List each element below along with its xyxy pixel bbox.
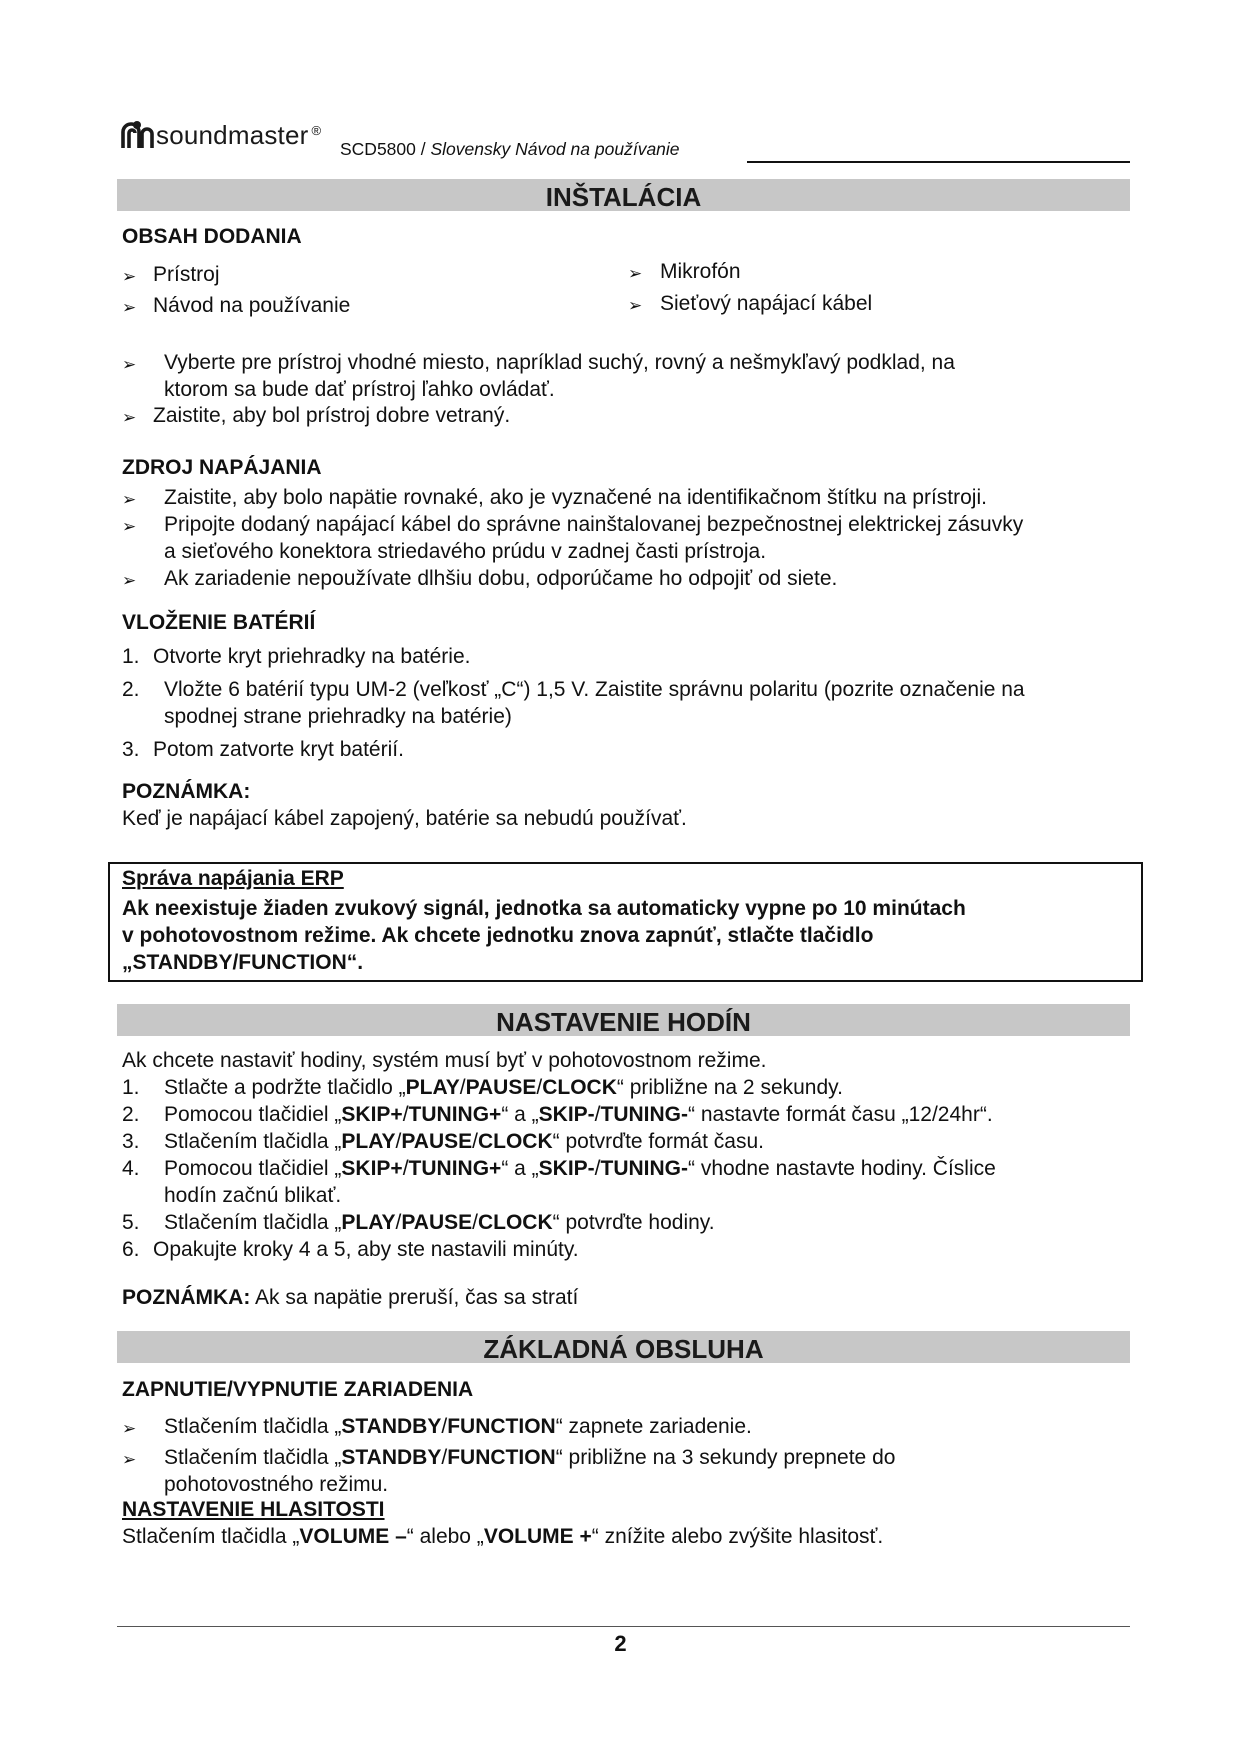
note bbox=[122, 1285, 578, 1311]
text-run: “ a „ bbox=[501, 1103, 539, 1126]
arrow-bullet-icon: ➢ bbox=[122, 571, 137, 590]
key-name: TUNING+ bbox=[408, 1103, 502, 1126]
text-run: Stlačením tlačidla „ bbox=[164, 1211, 342, 1234]
list-item: Zaistite, aby bol prístroj dobre vetraný. bbox=[153, 404, 511, 427]
list-item: Zaistite, aby bolo napätie rovnaké, ako je vyznačené na identifikačnom štítku na prístroji. bbox=[164, 486, 987, 509]
section-title: ZÁKLADNÁ OBSLUHA bbox=[483, 1334, 764, 1364]
key-name: VOLUME + bbox=[483, 1525, 592, 1548]
step-text bbox=[164, 1156, 996, 1182]
text-run: Stlačením tlačidla „ bbox=[164, 1130, 342, 1153]
text-run: Pomocou tlačidiel „ bbox=[164, 1157, 342, 1180]
arrow-bullet-icon: ➢ bbox=[122, 517, 137, 536]
arrow-bullet-icon: ➢ bbox=[122, 355, 137, 374]
text-run: “ a „ bbox=[501, 1157, 539, 1180]
arrow-bullet-icon: ➢ bbox=[122, 267, 137, 286]
note-label: POZNÁMKA: bbox=[122, 1286, 251, 1309]
step-number: 2. bbox=[122, 678, 140, 701]
list-item: Návod na používanie bbox=[153, 294, 351, 317]
text-run: “ alebo „ bbox=[406, 1525, 484, 1548]
key-name: TUNING+ bbox=[408, 1157, 502, 1180]
key-name: STANDBY bbox=[341, 1415, 442, 1438]
arrow-bullet-icon: ➢ bbox=[122, 490, 137, 509]
key-name: PLAY bbox=[405, 1076, 460, 1099]
step-text bbox=[164, 1075, 843, 1101]
step-number: 1. bbox=[122, 1076, 140, 1099]
section-band-hodiny bbox=[117, 1004, 1130, 1036]
key-name: PAUSE bbox=[401, 1130, 473, 1153]
footer-rule bbox=[117, 1626, 1130, 1627]
note-label: POZNÁMKA: bbox=[122, 780, 251, 803]
baterie-heading: VLOŽENIE BATÉRIÍ bbox=[122, 611, 316, 634]
section-band-instalacia bbox=[117, 179, 1130, 211]
list-item: Vyberte pre prístroj vhodné miesto, napríklad suchý, rovný a nešmykľavý podklad, na bbox=[164, 351, 955, 374]
step-text-continued: spodnej strane priehradky na batérie) bbox=[164, 705, 512, 728]
step-text bbox=[164, 1129, 764, 1155]
step-number: 3. bbox=[122, 738, 140, 761]
hlasitost-heading: NASTAVENIE HLASITOSTI bbox=[122, 1498, 385, 1521]
text-run: “ vhodne nastavte hodiny. Číslice bbox=[688, 1157, 996, 1180]
brand-name: soundmaster bbox=[156, 120, 309, 150]
step-number: 6. bbox=[122, 1238, 140, 1261]
key-name: PLAY bbox=[341, 1211, 396, 1234]
list-item: Mikrofón bbox=[660, 260, 741, 283]
document-subtitle: Slovensky Návod na používanie bbox=[430, 139, 680, 159]
text-run: Stlačte a podržte tlačidlo „ bbox=[164, 1076, 406, 1099]
section-title: INŠTALÁCIA bbox=[545, 182, 702, 212]
list-item: Sieťový napájací kábel bbox=[660, 292, 873, 315]
text-run: “ potvrďte hodiny. bbox=[552, 1211, 715, 1234]
arrow-bullet-icon: ➢ bbox=[628, 264, 643, 283]
key-name: SKIP- bbox=[538, 1103, 595, 1126]
intro-text: Ak chcete nastaviť hodiny, systém musí byť v pohotovostnom režime. bbox=[122, 1049, 767, 1072]
key-name: SKIP+ bbox=[341, 1157, 403, 1180]
obsah-heading: OBSAH DODANIA bbox=[122, 225, 302, 248]
arrow-bullet-icon: ➢ bbox=[122, 1419, 137, 1438]
page-number: 2 bbox=[614, 1631, 627, 1656]
arrow-bullet-icon: ➢ bbox=[122, 1450, 137, 1469]
brand-logo bbox=[120, 120, 321, 150]
step-text bbox=[164, 1102, 993, 1128]
text-run: Stlačením tlačidla „ bbox=[164, 1446, 342, 1469]
list-item-continued: ktorom sa bude dať prístroj ľahko ovládať. bbox=[164, 378, 555, 401]
step-number: 2. bbox=[122, 1103, 140, 1126]
erp-text: Ak neexistuje žiaden zvukový signál, jednotka sa automaticky vypne po 10 minútach bbox=[122, 897, 966, 920]
arrow-bullet-icon: ➢ bbox=[122, 408, 137, 427]
section-title: NASTAVENIE HODÍN bbox=[496, 1007, 751, 1037]
step-number: 5. bbox=[122, 1211, 140, 1234]
text-run: / bbox=[395, 1130, 402, 1153]
header-rule bbox=[747, 161, 1130, 163]
step-number: 4. bbox=[122, 1157, 140, 1180]
step-number: 1. bbox=[122, 645, 140, 668]
key-name: CLOCK bbox=[542, 1076, 617, 1099]
note-text: Keď je napájací kábel zapojený, batérie sa nebudú používať. bbox=[122, 807, 687, 830]
erp-text: v pohotovostnom režime. Ak chcete jednotku znova zapnúť, stlačte tlačidlo bbox=[122, 924, 874, 947]
text-run: / bbox=[395, 1211, 402, 1234]
list-item-continued: a sieťového konektora striedavého prúdu v zadnej časti prístroja. bbox=[164, 540, 767, 563]
title-separator: / bbox=[415, 139, 431, 159]
key-name: PLAY bbox=[341, 1130, 396, 1153]
text-run: / bbox=[402, 1157, 409, 1180]
zapnutie-heading: ZAPNUTIE/VYPNUTIE ZARIADENIA bbox=[122, 1378, 474, 1401]
text-run: / bbox=[594, 1157, 601, 1180]
arrow-bullet-icon: ➢ bbox=[628, 296, 643, 315]
key-name: VOLUME – bbox=[299, 1525, 407, 1548]
erp-text: „STANDBY/FUNCTION“. bbox=[122, 951, 364, 974]
model-number: SCD5800 bbox=[340, 139, 416, 159]
erp-title: Správa napájania ERP bbox=[122, 867, 344, 890]
hlasitost-text bbox=[122, 1524, 883, 1550]
list-item: Prístroj bbox=[153, 263, 220, 286]
list-item bbox=[164, 1445, 895, 1471]
arrow-bullet-icon: ➢ bbox=[122, 298, 137, 317]
list-item bbox=[164, 1414, 752, 1440]
step-text: Opakujte kroky 4 a 5, aby ste nastavili minúty. bbox=[153, 1238, 579, 1261]
key-name: CLOCK bbox=[477, 1130, 553, 1153]
text-run: / bbox=[441, 1446, 448, 1469]
text-run: “ zapnete zariadenie. bbox=[555, 1415, 752, 1438]
step-text-continued: hodín začnú blikať. bbox=[164, 1184, 342, 1207]
soundmaster-logo-icon bbox=[120, 120, 154, 150]
list-item: Ak zariadenie nepoužívate dlhšiu dobu, odporúčame ho odpojiť od siete. bbox=[164, 567, 838, 590]
text-run: / bbox=[441, 1415, 448, 1438]
text-run: / bbox=[594, 1103, 601, 1126]
step-text: Otvorte kryt priehradky na batérie. bbox=[153, 645, 471, 668]
text-run: / bbox=[402, 1103, 409, 1126]
text-run: “ približne na 2 sekundy. bbox=[616, 1076, 843, 1099]
list-item-continued: pohotovostného režimu. bbox=[164, 1473, 389, 1496]
text-run: Pomocou tlačidiel „ bbox=[164, 1103, 342, 1126]
text-run: “ znížite alebo zvýšite hlasitosť. bbox=[591, 1525, 884, 1548]
key-name: SKIP+ bbox=[341, 1103, 403, 1126]
page-header bbox=[120, 120, 1130, 165]
text-run: / bbox=[472, 1130, 478, 1153]
text-run: “ nastavte formát času „12/24hr“. bbox=[688, 1103, 993, 1126]
section-band-obsluha bbox=[117, 1331, 1130, 1363]
document-title bbox=[340, 139, 680, 160]
step-text: Potom zatvorte kryt batérií. bbox=[153, 738, 404, 761]
text-run: / bbox=[536, 1076, 543, 1099]
text-run: “ približne na 3 sekundy prepnete do bbox=[555, 1446, 896, 1469]
text-run: Stlačením tlačidla „ bbox=[164, 1415, 342, 1438]
text-run: / bbox=[459, 1076, 466, 1099]
registered-mark: ® bbox=[311, 123, 322, 138]
key-name: SKIP- bbox=[538, 1157, 595, 1180]
zdroj-heading: ZDROJ NAPÁJANIA bbox=[122, 456, 322, 479]
text-run: “ potvrďte formát času. bbox=[552, 1130, 764, 1153]
note-text: Ak sa napätie preruší, čas sa stratí bbox=[250, 1286, 579, 1309]
list-item: Pripojte dodaný napájací kábel do správne nainštalovanej bezpečnostnej elektrickej zásuvky bbox=[164, 513, 1024, 536]
key-name: TUNING- bbox=[600, 1157, 689, 1180]
step-text bbox=[164, 1210, 715, 1236]
text-run: / bbox=[472, 1211, 478, 1234]
key-name: TUNING- bbox=[600, 1103, 689, 1126]
key-name: PAUSE bbox=[465, 1076, 537, 1099]
key-name: FUNCTION bbox=[447, 1415, 556, 1438]
text-run: Stlačením tlačidla „ bbox=[122, 1525, 300, 1548]
key-name: PAUSE bbox=[401, 1211, 473, 1234]
key-name: CLOCK bbox=[477, 1211, 553, 1234]
key-name: FUNCTION bbox=[447, 1446, 556, 1469]
step-number: 3. bbox=[122, 1130, 140, 1153]
step-text: Vložte 6 batérií typu UM-2 (veľkosť „C“) 1,5 V. Zaistite správnu polaritu (pozrite označenie na bbox=[164, 678, 1025, 701]
key-name: STANDBY bbox=[341, 1446, 442, 1469]
